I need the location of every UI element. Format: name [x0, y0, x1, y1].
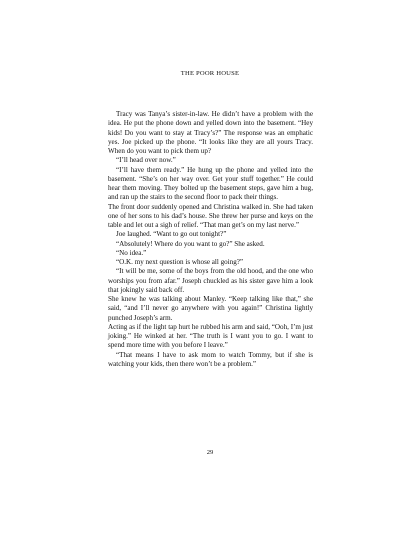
paragraph: “I’ll have them ready.” He hung up the phone and yelled into the basement. “She’s on her way over. Get your stuff together.” He could hear them moving. They bolted up the basement steps, gave him a hug, and ran up the stairs to the second floor to pack their things.	[108, 165, 313, 202]
body-text	[108, 110, 313, 369]
paragraph: Joe laughed. “Want to go out tonight?”	[116, 230, 227, 239]
paragraph: “No idea.”	[116, 248, 147, 257]
page-number: 29	[206, 449, 214, 456]
running-head: THE POOR HOUSE	[180, 70, 240, 77]
paragraph: Tracy was Tanya’s sister-in-law. He didn’t have a problem with the idea. He put the phone down and yelled down into the basement. “Hey kids! Do you want to stay at Tracy’s?” The response was an emphatic yes. Joe picked up the phone. “It looks like they are all yours Tracy. When do you want to pick them up?	[108, 110, 313, 155]
paragraph: “It will be me, some of the boys from the old hood, and the one who worships you from afar.” Joseph chuckled as his sister gave him a look that jokingly said back off.	[108, 267, 313, 294]
paragraph: The front door suddenly opened and Christina walked in. She had taken one of her sons to his dad’s house. She threw her purse and keys on the table and let out a sigh of relief. “That man get’s on my last nerve.”	[108, 202, 313, 229]
paragraph: Acting as if the light tap hurt he rubbed his arm and said, “Ooh, I’m just joking.” He winked at her. “The truth is I want you to go. I want to spend more time with you before I leave.”	[108, 322, 313, 350]
paragraph: She knew he was talking about Manley. “Keep talking like that,” she said, “and I’ll never go anywhere with you again!” Christina lightly punched Joseph’s arm.	[108, 295, 313, 322]
paragraph: “O.K. my next question is whose all going?”	[116, 258, 244, 266]
paragraph: “I’ll head over now.”	[116, 156, 176, 165]
paragraph: “That means I have to ask mom to watch Tommy, but if she is watching your kids, then there won’t be a problem.”	[108, 350, 313, 368]
paragraph: “Absolutely! Where do you want to go?” She asked.	[116, 239, 265, 248]
